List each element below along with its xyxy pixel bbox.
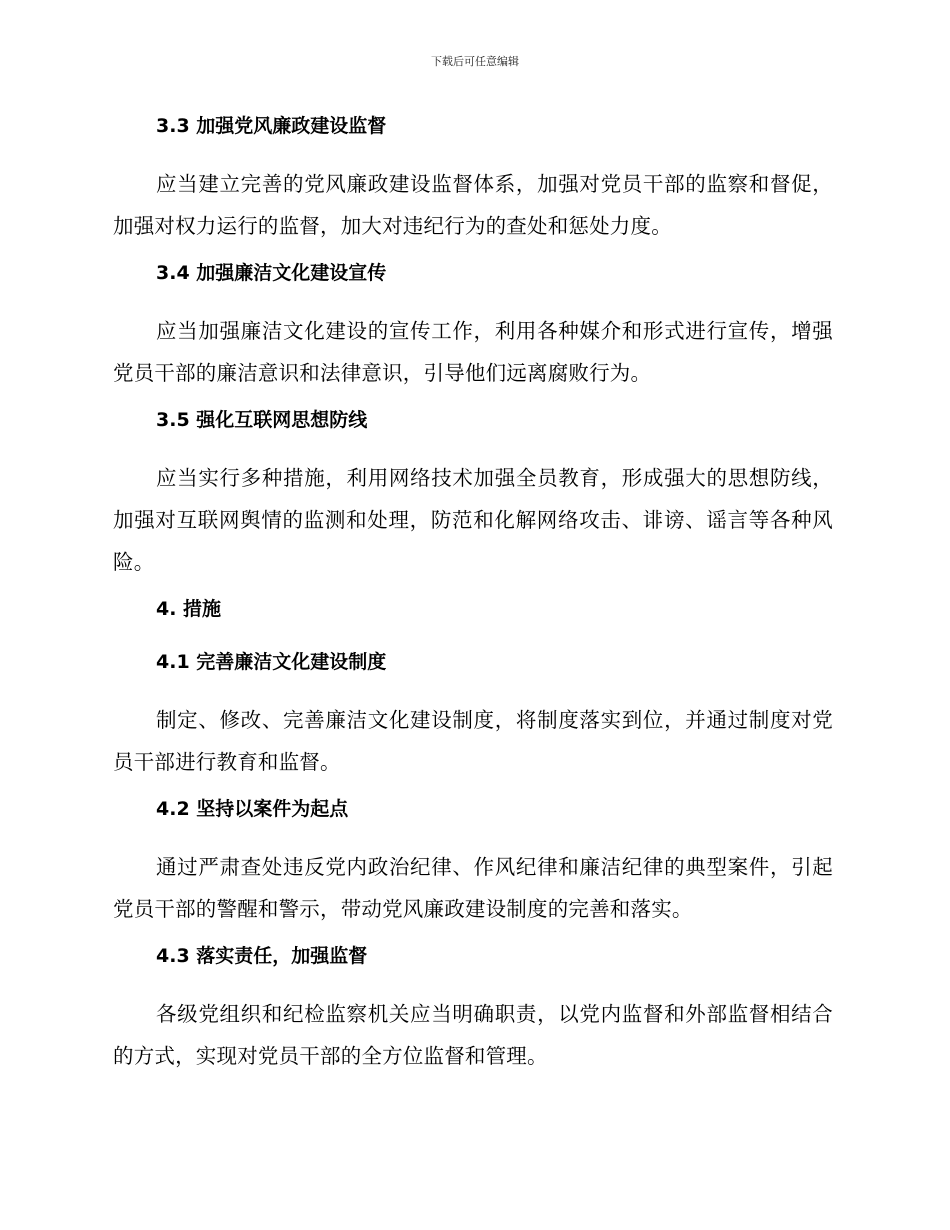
document-body xyxy=(113,110,833,1087)
section-heading-4: 4. 措施 xyxy=(156,598,222,620)
section-heading-4-3: 4.3 落实责任，加强监督 xyxy=(156,945,368,967)
page-header: 下载后可任意编辑 xyxy=(431,55,519,68)
section-paragraph-3-4: 应当加强廉洁文化建设的宣传工作，利用各种媒介和形式进行宣传，增强党员干部的廉洁意识和法律意识，引导他们远离腐败行为。 xyxy=(113,319,833,385)
section-paragraph-4-3: 各级党组织和纪检监察机关应当明确职责，以党内监督和外部监督相结合的方式，实现对党员干部的全方位监督和管理。 xyxy=(113,1002,833,1068)
section-heading-3-4: 3.4 加强廉洁文化建设宣传 xyxy=(156,262,387,284)
section-heading-4-2: 4.2 坚持以案件为起点 xyxy=(156,798,349,820)
section-paragraph-4-2: 通过严肃查处违反党内政治纪律、作风纪律和廉洁纪律的典型案件，引起党员干部的警醒和警示，带动党风廉政建设制度的完善和落实。 xyxy=(113,855,833,921)
section-paragraph-4-1: 制定、修改、完善廉洁文化建设制度，将制度落实到位，并通过制度对党员干部进行教育和监督。 xyxy=(113,708,833,774)
section-paragraph-3-3: 应当建立完善的党风廉政建设监督体系，加强对党员干部的监察和督促，加强对权力运行的监督，加大对违纪行为的查处和惩处力度。 xyxy=(113,172,833,238)
section-heading-3-3: 3.3 加强党风廉政建设监督 xyxy=(156,115,387,137)
section-heading-4-1: 4.1 完善廉洁文化建设制度 xyxy=(156,651,387,673)
section-heading-3-5: 3.5 强化互联网思想防线 xyxy=(156,409,368,431)
section-paragraph-3-5: 应当实行多种措施，利用网络技术加强全员教育，形成强大的思想防线，加强对互联网舆情的监测和处理，防范和化解网络攻击、诽谤、谣言等各种风险。 xyxy=(113,466,833,574)
